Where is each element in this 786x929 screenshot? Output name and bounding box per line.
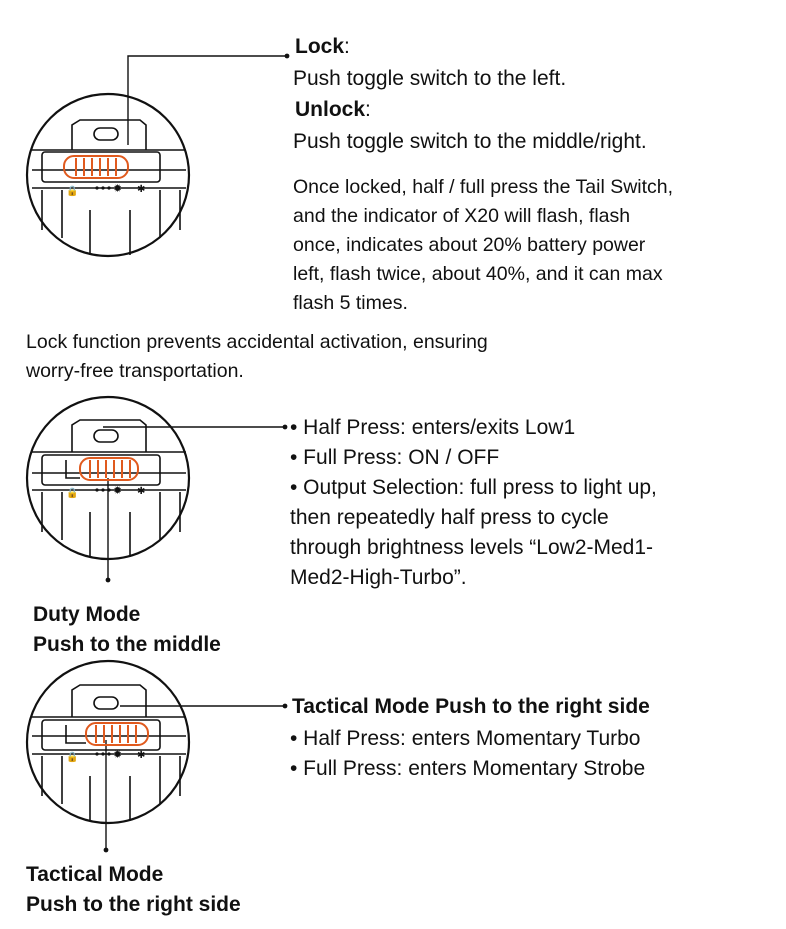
lock-title: Lock [295, 35, 345, 58]
tactical-caption-subtitle: Push to the right side [26, 893, 241, 916]
svg-text:✹: ✹ [113, 748, 123, 761]
tactical-header: Tactical Mode Push to the right side [292, 695, 650, 718]
lock-detail-line: once, indicates about 20% battery power [293, 234, 646, 256]
tactical-instructions [290, 724, 645, 784]
lock-summary-line: Lock function prevents accidental activation, ensuring [26, 331, 488, 353]
tactical-bullet: • Half Press: enters Momentary Turbo [290, 727, 641, 750]
duty-bullet: • Output Selection: full press to light up, [290, 476, 657, 499]
lock-detail-line: and the indicator of X20 will flash, flash [293, 205, 631, 227]
lock-colon: : [344, 35, 350, 58]
svg-text:✱: ✱ [137, 750, 146, 761]
svg-text:✱: ✱ [137, 184, 146, 195]
svg-text:✱: ✱ [137, 486, 146, 497]
svg-text:✹: ✹ [113, 484, 123, 497]
unlock-title: Unlock [295, 98, 366, 121]
svg-text:🔒: 🔒 [66, 186, 79, 197]
lock-detail-line: Once locked, half / full press the Tail Switch, [293, 176, 674, 198]
tactical-caption [26, 860, 241, 920]
duty-bullet-continued: then repeatedly half press to cycle [290, 506, 609, 529]
lock-summary-line: worry-free transportation. [26, 360, 244, 382]
tactical-bullet: • Full Press: enters Momentary Strobe [290, 757, 646, 780]
lock-detail-line: left, flash twice, about 40%, and it can max [293, 263, 663, 285]
duty-bullet: • Full Press: ON / OFF [290, 446, 500, 469]
duty-bullet-continued: Med2-High-Turbo”. [290, 566, 467, 589]
duty-bullet-continued: through brightness levels “Low2-Med1- [290, 536, 654, 559]
duty-caption-title: Duty Mode [33, 603, 141, 626]
unlock-instruction: Push toggle switch to the middle/right. [293, 130, 647, 153]
unlock-colon: : [365, 98, 371, 121]
tactical-caption-title: Tactical Mode [26, 863, 164, 886]
lock-detail-line: flash 5 times. [293, 292, 408, 314]
duty-bullet: • Half Press: enters/exits Low1 [290, 416, 576, 439]
svg-text:🔒: 🔒 [66, 488, 79, 499]
svg-text:🔒: 🔒 [66, 752, 79, 763]
duty-caption-subtitle: Push to the middle [33, 633, 221, 656]
lock-instruction: Push toggle switch to the left. [293, 67, 567, 90]
svg-text:✹: ✹ [113, 182, 123, 195]
